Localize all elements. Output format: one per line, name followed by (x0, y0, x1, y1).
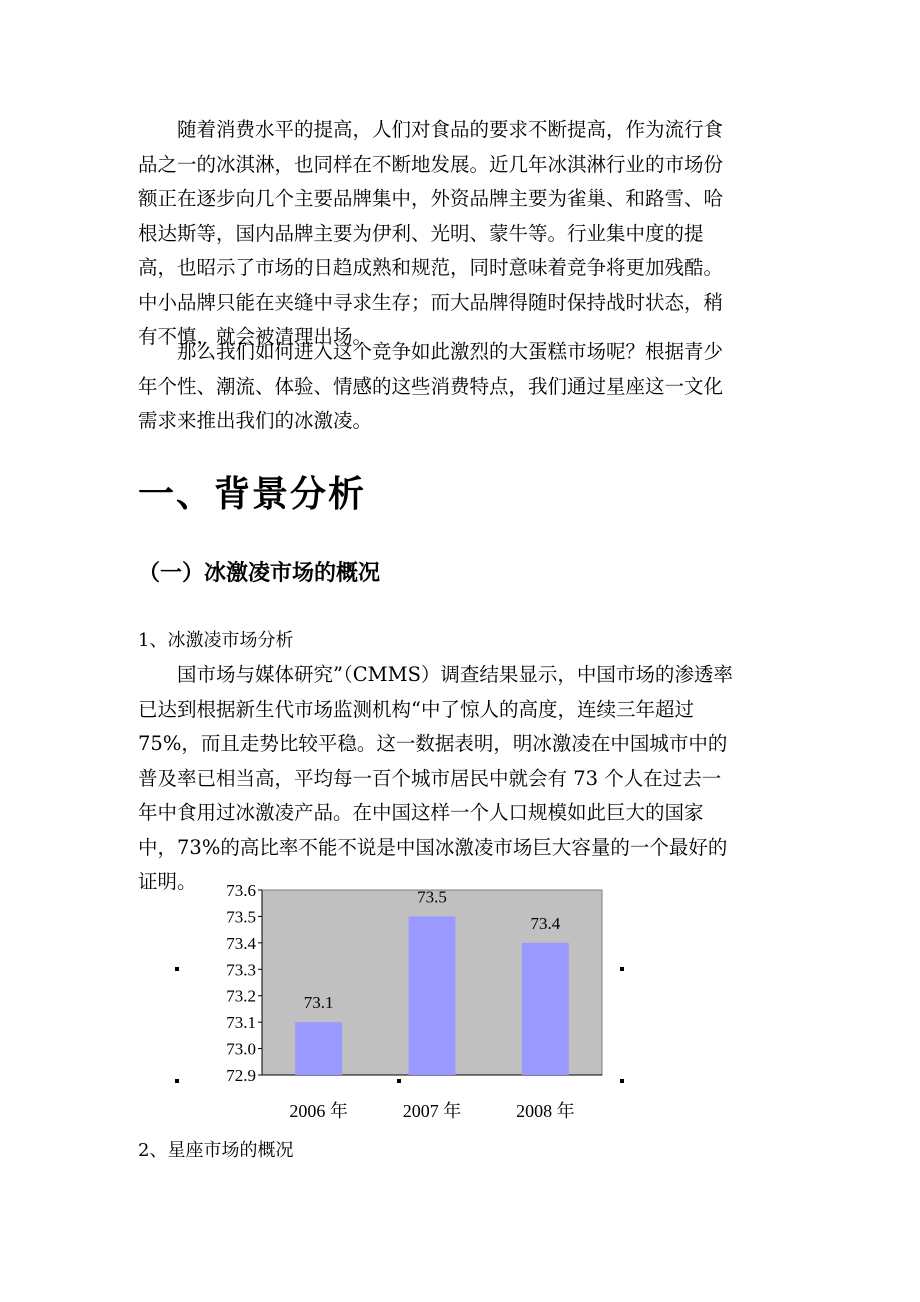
y-tick-label: 73.2 (226, 986, 256, 1006)
y-tick-label: 73.1 (226, 1013, 256, 1033)
bar-data-label: 73.5 (417, 887, 447, 907)
item-2-title: 2、星座市场的概况 (138, 1140, 294, 1161)
x-category-label: 2007 年 (402, 1101, 462, 1121)
item-1-title: 1、冰激凌市场分析 (138, 630, 294, 651)
subsection-heading: （一）冰激凌市场的概况 (138, 561, 381, 586)
handle-marker-center-bottom (397, 1079, 401, 1083)
bar (522, 943, 569, 1075)
handle-marker-left-mid (175, 967, 179, 971)
bar-data-label: 73.1 (303, 993, 334, 1013)
bar-data-label: 73.4 (530, 913, 561, 933)
x-category-label: 2008 年 (516, 1101, 575, 1121)
y-tick-label: 73.4 (226, 933, 256, 953)
y-tick-label: 73.6 (226, 881, 256, 900)
handle-marker-left-bottom (175, 1079, 179, 1083)
handle-marker-right-mid (620, 967, 624, 971)
item-1-body: 国市场与媒体研究”（CMMS）调查结果显示，中国市场的渗透率已达到根据新生代市场监测机构“中了惊人的高度，连续三年超过 75%，而且走势比较平稳。这一数据表明，明冰激凌在中国城市中的普及率已相当高，平均每一百个城市居民中就会有 73 个人在过去一年中食用过冰激凌产品。在中国这样一个人口规模如此巨大的国家中，73%的高比率不能不说是中国冰激凌市场巨大容量的一个最好的证明。 (138, 663, 733, 893)
bar (409, 916, 456, 1075)
y-tick-label: 73.3 (226, 960, 256, 980)
handle-marker-right-bottom (620, 1079, 624, 1083)
penetration-bar-chart (170, 878, 640, 1128)
y-tick-label: 73.5 (226, 907, 256, 927)
intro-paragraph-2: 那么我们如何进入这个竞争如此激烈的大蛋糕市场呢？根据青少年个性、潮流、体验、情感的这些消费特点，我们通过星座这一文化需求来推出我们的冰激凌。 (138, 340, 724, 432)
y-tick-label: 72.9 (226, 1066, 256, 1085)
y-tick-label: 73.0 (226, 1039, 256, 1059)
x-category-label: 2006 年 (289, 1101, 348, 1121)
intro-paragraph-1: 随着消费水平的提高，人们对食品的要求不断提高，作为流行食品之一的冰淇淋，也同样在不断地发展。近几年冰淇淋行业的市场份额正在逐步向几个主要品牌集中，外资品牌主要为雀巢、和路雪、哈根达斯等，国内品牌主要为伊利、光明、蒙牛等。行业集中度的提高，也昭示了市场的日趋成熟和规范，同时意味着竞争将更加残酷。中小品牌只能在夹缝中寻求生存；而大品牌得随时保持战时状态，稍有不慎，就会被清理出场。 (138, 118, 724, 348)
section-heading: 一、背景分析 (138, 474, 367, 515)
bar (295, 1022, 342, 1075)
